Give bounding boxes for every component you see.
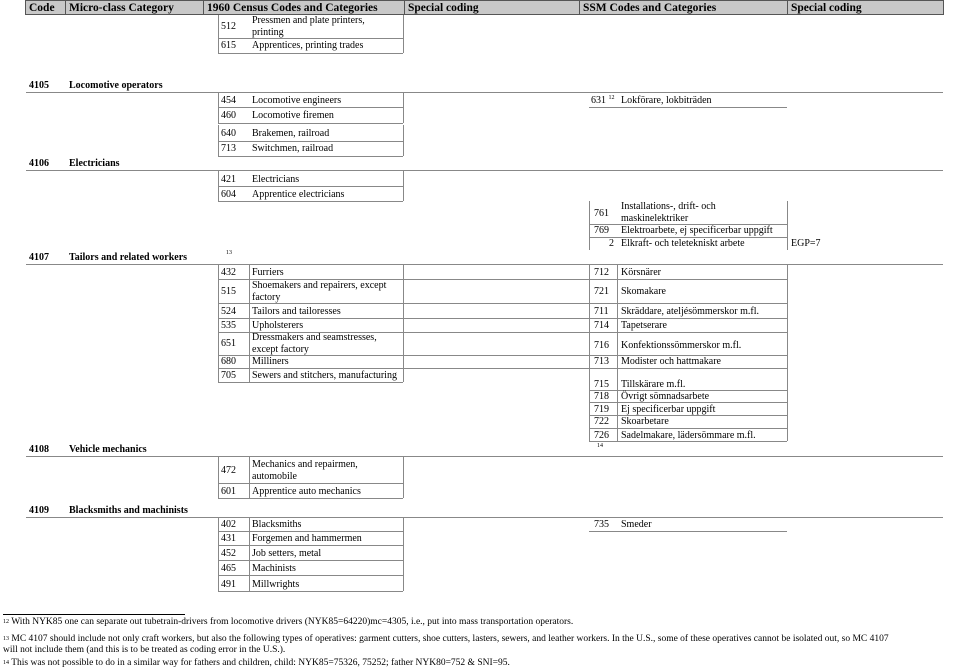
micro-class-category: Tailors and related workers	[69, 252, 188, 263]
ssm-code: 719	[594, 404, 609, 415]
row-line	[218, 545, 403, 546]
row-divider	[403, 170, 404, 201]
header-special-coding-1: Special coding	[404, 0, 579, 15]
row-line	[218, 107, 403, 108]
micro-class-category: Blacksmiths and machinists	[69, 505, 188, 516]
ssm-code-value: 631	[591, 95, 606, 106]
row-divider	[403, 15, 404, 53]
census-code: 465	[221, 563, 236, 574]
ssm-code: 769	[594, 225, 609, 236]
ssm-code: 735	[594, 519, 609, 530]
ssm-label: Lokförare, lokbiträden	[621, 95, 712, 106]
ssm-code: 761	[594, 208, 609, 219]
census-label: Locomotive firemen	[252, 110, 334, 121]
census-code: 524	[221, 306, 236, 317]
census-label: Shoemakers and repairers, except	[252, 280, 387, 291]
row-line	[589, 531, 787, 532]
row-line	[218, 38, 403, 39]
census-label: Milliners	[252, 356, 289, 367]
census-label: Apprentice auto mechanics	[252, 486, 361, 497]
census-label: Mechanics and repairmen,	[252, 459, 358, 470]
row-divider	[787, 264, 788, 441]
micro-class-category: Vehicle mechanics	[69, 444, 147, 455]
row-line	[218, 498, 403, 499]
census-label: Upholsterers	[252, 320, 304, 331]
row-divider	[218, 456, 219, 498]
census-label: Pressmen and plate printers,	[252, 15, 365, 26]
row-line	[589, 107, 787, 108]
row-divider	[403, 517, 404, 591]
row-divider	[249, 264, 250, 382]
ssm-label: Körsnärer	[621, 267, 661, 278]
ssm-label: Elektroarbete, ej specificerbar uppgift	[621, 225, 773, 236]
census-label: Locomotive engineers	[252, 95, 342, 106]
row-line	[26, 264, 943, 265]
ssm-label: Tillskärare m.fl.	[621, 379, 686, 390]
ssm-label: Installations-, drift- och	[621, 201, 716, 212]
row-line	[218, 382, 403, 383]
ssm-code: 713	[594, 356, 609, 367]
row-line	[26, 170, 943, 171]
ssm-label: Smeder	[621, 519, 652, 530]
census-code: 452	[221, 548, 236, 559]
micro-class-code: 4105	[29, 80, 49, 91]
census-code: 460	[221, 110, 236, 121]
row-line	[26, 517, 943, 518]
footnote-ref: 14	[597, 443, 603, 449]
row-divider	[218, 92, 219, 123]
row-line	[218, 560, 403, 561]
row-line	[218, 591, 403, 592]
census-label: Switchmen, railroad	[252, 143, 334, 154]
ssm-code: 715	[594, 379, 609, 390]
row-divider	[403, 456, 404, 498]
footnote-ref: 13	[226, 250, 232, 256]
footnote	[3, 658, 510, 669]
micro-class-code: 4108	[29, 444, 49, 455]
footnote	[3, 617, 573, 628]
census-label: Brakemen, railroad	[252, 128, 330, 139]
header-code: Code	[25, 0, 65, 15]
census-code: 705	[221, 370, 236, 381]
ssm-label: Tapetserare	[621, 320, 667, 331]
footnote-text: With NYK85 one can separate out tubetrain-drivers from locomotive drivers (NYK85=64220)mc=4305, i.e., put into mass transportation operators.	[11, 617, 574, 627]
census-label: Apprentice electricians	[252, 189, 345, 200]
census-code: 515	[221, 286, 236, 297]
census-code: 454	[221, 95, 236, 106]
census-label: Blacksmiths	[252, 519, 302, 530]
row-divider	[403, 264, 404, 382]
census-label: Tailors and tailoresses	[252, 306, 341, 317]
census-label: Forgemen and hammermen	[252, 533, 362, 544]
header-ssm: SSM Codes and Categories	[579, 0, 787, 15]
ssm-label: Elkraft- och teletekniskt arbete	[621, 238, 745, 249]
row-line	[26, 456, 943, 457]
census-code: 601	[221, 486, 236, 497]
footnote	[3, 645, 285, 656]
census-code: 402	[221, 519, 236, 530]
census-code: 615	[221, 40, 236, 51]
ssm-label: Övrigt sömnadsarbete	[621, 391, 710, 402]
census-label: Furriers	[252, 267, 284, 278]
row-divider	[787, 201, 788, 250]
row-line	[589, 402, 787, 403]
ssm-label: Skomakare	[621, 286, 666, 297]
row-line	[218, 575, 403, 576]
ssm-code: 722	[594, 416, 609, 427]
row-line	[26, 92, 943, 93]
row-line	[218, 368, 787, 369]
census-label: Electricians	[252, 174, 300, 185]
census-label: printing	[252, 27, 284, 38]
ssm-code: 716	[594, 340, 609, 351]
row-divider	[249, 456, 250, 498]
row-line	[589, 441, 787, 442]
ssm-code: 711	[594, 306, 609, 317]
row-line	[218, 318, 787, 319]
row-line	[218, 156, 403, 157]
row-divider	[403, 125, 404, 156]
ssm-code: 721	[594, 286, 609, 297]
census-code: 640	[221, 128, 236, 139]
micro-class-code: 4109	[29, 505, 49, 516]
footnote	[3, 634, 889, 645]
census-label: Dressmakers and seamstresses,	[252, 332, 377, 343]
ssm-code: 718	[594, 391, 609, 402]
row-divider	[589, 264, 590, 441]
micro-class-category: Electricians	[69, 158, 120, 169]
ssm-label: Modister och hattmakare	[621, 356, 721, 367]
ssm-label: Konfektionssömmerskor m.fl.	[621, 340, 742, 351]
footnote-text: This was not possible to do in a similar way for fathers and children, child: NYK85=75326, 75252; father NYK80=752 & SNI=95.	[11, 658, 510, 668]
ssm-code: 2	[609, 238, 614, 249]
census-label: Machinists	[252, 563, 296, 574]
ssm-code: 726	[594, 430, 609, 441]
census-code: 512	[221, 21, 236, 32]
ssm-label: Sadelmakare, lädersömmare m.fl.	[621, 430, 756, 441]
row-divider	[218, 264, 219, 382]
row-divider	[617, 264, 618, 441]
census-code: 472	[221, 465, 236, 476]
census-code: 432	[221, 267, 236, 278]
footnote-separator	[3, 614, 185, 615]
ssm-label: maskinelektriker	[621, 213, 689, 224]
row-line	[218, 53, 403, 54]
micro-class-code: 4106	[29, 158, 49, 169]
census-code: 680	[221, 356, 236, 367]
ssm-label: Skräddare, ateljésömmerskor m.fl.	[621, 306, 760, 317]
footnote-text: MC 4107 should include not only craft workers, but also the following types of operatives: garment cutters, shoe cutters, lasters, sewers, and leather workers. In the U.S., some of these operatives cannot be isolated out, so MC 4107	[11, 634, 889, 644]
ssm-label: Skoarbetare	[621, 416, 669, 427]
row-line	[218, 141, 403, 142]
row-divider	[218, 15, 219, 53]
header-census: 1960 Census Codes and Categories	[203, 0, 404, 15]
census-code: 535	[221, 320, 236, 331]
row-line	[218, 303, 787, 304]
census-code: 651	[221, 338, 236, 349]
census-code: 431	[221, 533, 236, 544]
row-line	[218, 201, 403, 202]
census-label: Apprentices, printing trades	[252, 40, 364, 51]
header-micro-class: Micro-class Category	[65, 0, 203, 15]
row-divider	[249, 517, 250, 591]
ssm-code	[591, 95, 615, 106]
census-label: Job setters, metal	[252, 548, 322, 559]
census-label: factory	[252, 292, 281, 303]
footnote-number: 12	[3, 619, 9, 625]
row-line	[218, 186, 403, 187]
ssm-label: Ej specificerbar uppgift	[621, 404, 716, 415]
census-label: Millwrights	[252, 579, 300, 590]
row-divider	[218, 517, 219, 591]
row-line	[589, 428, 787, 429]
census-code: 421	[221, 174, 236, 185]
header-special-coding-2: Special coding	[787, 0, 944, 15]
micro-class-code: 4107	[29, 252, 49, 263]
census-label: automobile	[252, 471, 297, 482]
row-divider	[218, 125, 219, 156]
row-line	[218, 531, 403, 532]
row-line	[218, 123, 403, 124]
ssm-code: 714	[594, 320, 609, 331]
census-label: Sewers and stitchers, manufacturing	[252, 370, 397, 381]
census-code: 713	[221, 143, 236, 154]
census-label: except factory	[252, 344, 309, 355]
row-line	[589, 415, 787, 416]
footnote-text: will not include them (and this is to be treated as coding error in the U.S.).	[3, 645, 286, 655]
census-code: 604	[221, 189, 236, 200]
footnote-ref: 12	[608, 95, 615, 101]
census-code: 491	[221, 579, 236, 590]
row-line	[218, 483, 403, 484]
footnote-number: 14	[3, 660, 9, 666]
row-divider	[403, 92, 404, 123]
ssm-code: 712	[594, 267, 609, 278]
special-coding-value: EGP=7	[791, 238, 821, 249]
row-divider	[589, 201, 590, 250]
footnote-number: 13	[3, 636, 9, 642]
row-divider	[218, 170, 219, 201]
micro-class-category: Locomotive operators	[69, 80, 163, 91]
